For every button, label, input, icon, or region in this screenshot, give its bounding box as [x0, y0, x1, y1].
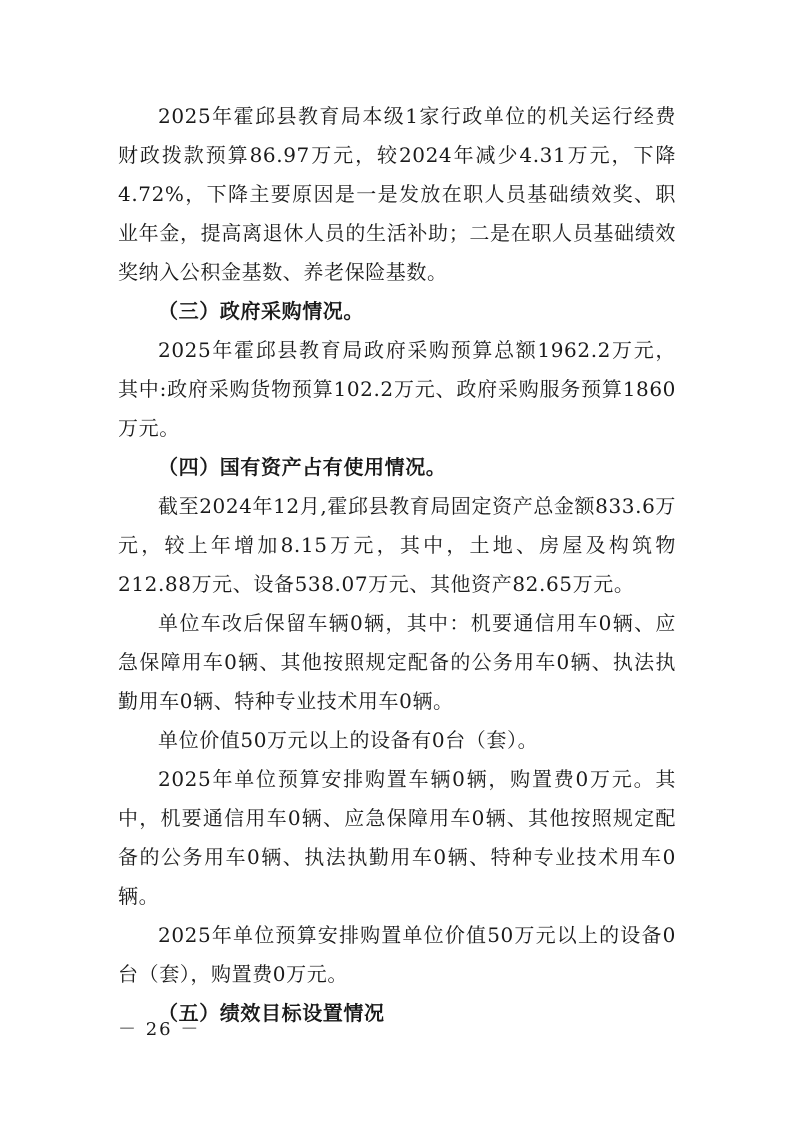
paragraph-vehicle-purchase: 2025年单位预算安排购置车辆0辆，购置费0万元。其中，机要通信用车0辆、应急保障用车0辆、其他按照规定配备的公务用车0辆、执法执勤用车0辆、特种专业技术用车0辆。 — [118, 767, 676, 908]
paragraph-equipment-purchase: 2025年单位预算安排购置单位价值50万元以上的设备0台（套），购置费0万元。 — [118, 923, 676, 986]
heading-state-assets: （四）国有资产占有使用情况。 — [158, 455, 447, 479]
page-number: － 26 － — [118, 1019, 201, 1040]
heading-government-procurement: （三）政府采购情况。 — [158, 299, 364, 323]
heading-performance-targets: （五）绩效目标设置情况 — [158, 1001, 385, 1025]
paragraph-fixed-assets: 截至2024年12月,霍邱县教育局固定资产总金额833.6万元，较上年增加8.15万元，其中，土地、房屋及构筑物212.88万元、设备538.07万元、其他资产82.65万元。 — [118, 494, 676, 596]
paragraph-procurement-budget: 2025年霍邱县教育局政府采购预算总额1962.2万元，其中:政府采购货物预算102.2万元、政府采购服务预算1860万元。 — [118, 338, 676, 440]
paragraph-retained-vehicles: 单位车改后保留车辆0辆，其中：机要通信用车0辆、应急保障用车0辆、其他按照规定配备的公务用车0辆、执法执勤用车0辆、特种专业技术用车0辆。 — [118, 611, 676, 713]
paragraph-equipment-over-500k: 单位价值50万元以上的设备有0台（套）。 — [158, 728, 539, 752]
document-body — [118, 97, 676, 1033]
paragraph-operating-expenses: 2025年霍邱县教育局本级1家行政单位的机关运行经费财政拨款预算86.97万元，较2024年减少4.31万元，下降4.72%，下降主要原因是一是发放在职人员基础绩效奖、职业年金，提高离退休人员的生活补助；二是在职人员基础绩效奖纳入公积金基数、养老保险基数。 — [118, 104, 676, 284]
